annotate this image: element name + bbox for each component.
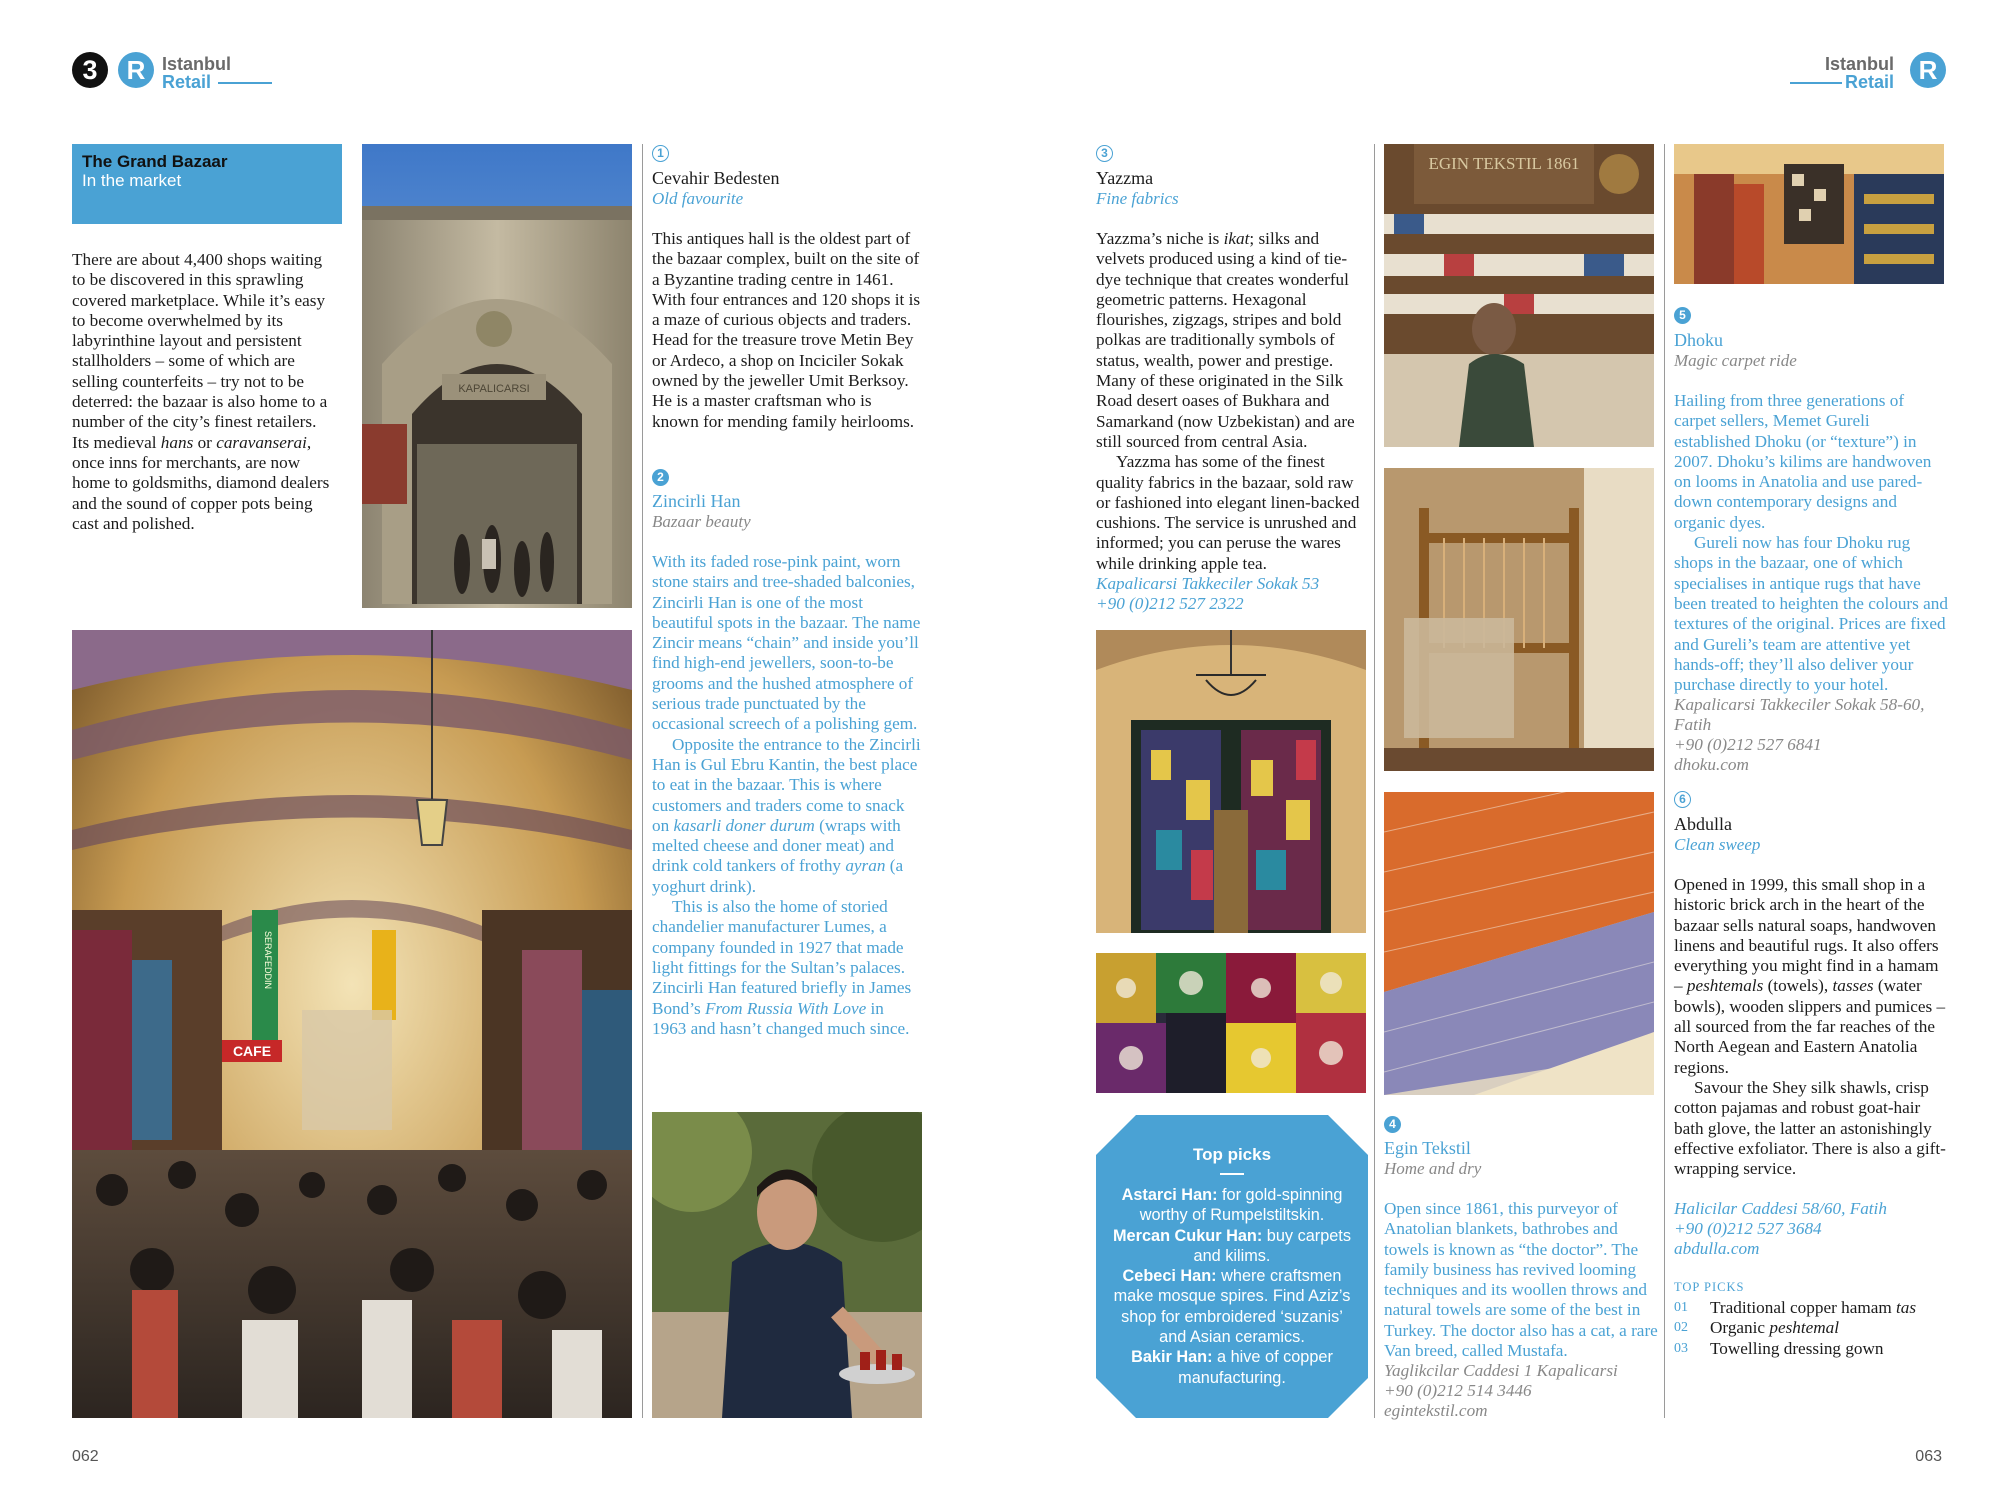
top-pick-item	[1106, 1347, 1358, 1388]
shop-description	[652, 229, 922, 432]
gate-sign-text: KAPALICARSI	[458, 383, 530, 395]
chapter-number-badge: 3	[72, 52, 108, 88]
top-pick-text: a hive of copper manufacturing.	[1178, 1348, 1333, 1387]
shop-phone: +90 (0)212 527 2322	[1096, 594, 1244, 613]
top-picks-list	[1106, 1185, 1358, 1388]
shop-phone: +90 (0)212 514 3446	[1384, 1381, 1532, 1400]
shop-subtitle: Clean sweep	[1674, 835, 1761, 854]
intro-text: There are about 4,400 shops waiting to be discovered in this sprawling covered marketplace. While it’s easy to become overwhelmed by its labyrinthine layout and persistent stallholders – some of which are selling counterfeits – try not to be deterred: the bazaar is also home to a number of the city’s finest retailers. Its medieval hans or caravanserai, once inns for merchants, are now home to goldsmiths, diamond dealers and the sound of copper pots being cast and polished.	[72, 250, 330, 533]
top-pick-text: where craftsmen make mosque spires. Find Aziz’s shop for embroidered ‘suzanis’ and Asian ceramics.	[1113, 1267, 1351, 1347]
shop-name-egin-tekstil: Egin Tekstil	[1384, 1138, 1471, 1158]
top-pick-row	[1674, 1318, 1948, 1338]
shop-subtitle: Magic carpet ride	[1674, 351, 1797, 370]
bazaar-gate-photo	[362, 144, 632, 608]
shop-description	[1674, 391, 1948, 695]
shop-subtitle: Old favourite	[652, 189, 744, 208]
shop-phone: +90 (0)212 527 3684	[1674, 1219, 1822, 1238]
shop-website-link[interactable]: abdulla.com	[1674, 1239, 1760, 1258]
header-city: Istanbul	[162, 54, 232, 74]
retail-section-icon: R	[118, 52, 154, 88]
shop-name-zincirli-han: Zincirli Han	[652, 491, 741, 511]
svg-text:SERAFEDDIN: SERAFEDDIN	[263, 930, 273, 990]
shop-address: Halicilar Caddesi 58/60, Fatih	[1674, 1199, 1887, 1218]
page-number-left: 062	[72, 1448, 99, 1465]
shop-description	[652, 552, 922, 1039]
shop-description	[1096, 229, 1368, 574]
shop-number-6: 6	[1674, 791, 1691, 808]
top-pick-text: Traditional copper hamam tas	[1710, 1298, 1917, 1317]
retail-section-icon-right: R	[1910, 52, 1946, 88]
shop-subtitle: Fine fabrics	[1096, 189, 1179, 208]
paragraph: Gureli now has four Dhoku rug shops in the bazaar, one of which specialises in antique rugs that have been treated to heighten the colours and textures of the original. Prices are fixed and Gureli’s team are attentive yet hands-off; they’ll also deliver your purchase directly to your hotel.	[1674, 533, 1948, 695]
top-pick-name: Cebeci Han:	[1122, 1267, 1217, 1286]
paragraph: Opposite the entrance to the Zincirli Han is Gul Ebru Kantin, the best place to eat in the bazaar. This is where customers and traders come to snack on kasarli doner durum (wraps with melted cheese and doner meat) and drink cold tankers of frothy ayran (a yoghurt drink).	[652, 734, 921, 896]
top-pick-text: buy carpets and kilims.	[1193, 1226, 1351, 1265]
shop-name-yazzma: Yazzma	[1096, 168, 1154, 188]
egin-tekstil-shop-photo	[1384, 144, 1654, 447]
shop-address: Yaglikcilar Caddesi 1 Kapalicarsi	[1384, 1361, 1618, 1380]
egin-sign-text: EGIN TEKSTIL 1861	[1428, 154, 1580, 173]
shop-description	[1674, 875, 1948, 1179]
header-rule-right	[1790, 82, 1842, 84]
top-pick-row	[1674, 1339, 1948, 1359]
top-pick-text: for gold-spinning worthy of Rumpelstiltskin.	[1139, 1186, 1343, 1225]
top-pick-item	[1106, 1185, 1358, 1226]
loom-photo	[1384, 468, 1654, 771]
column-divider	[642, 144, 643, 1418]
shop-number-2: 2	[652, 469, 669, 486]
paragraph: This is also the home of storied chandelier manufacturer Lumes, a company founded in 1927 that made light fittings for the Sultan’s palaces. Zincirli Han featured briefly in James Bond’s From Russia With Love in 1963 and hasn’t changed much since.	[652, 897, 912, 1038]
paragraph: Savour the Shey silk shawls, crisp cotton pajamas and robust goat-hair bath glove, the latter an astonishingly effective exfoliator. There is also a gift-wrapping service.	[1674, 1077, 1946, 1179]
shop-top-picks-list	[1674, 1298, 1948, 1359]
shop-number-1: 1	[652, 145, 669, 162]
top-pick-number: 01	[1674, 1300, 1688, 1315]
shop-website-link[interactable]: egintekstil.com	[1384, 1401, 1488, 1420]
ikat-fabrics-photo	[1096, 953, 1366, 1093]
page-number-right: 063	[1915, 1448, 1942, 1465]
top-pick-row	[1674, 1298, 1948, 1318]
shop-phone: +90 (0)212 527 6841	[1674, 735, 1822, 754]
top-pick-name: Bakir Han:	[1131, 1348, 1213, 1367]
header-rule	[218, 82, 272, 84]
top-pick-text: Towelling dressing gown	[1710, 1338, 1884, 1358]
top-picks-title: Top picks	[1192, 1145, 1272, 1164]
top-pick-name: Astarci Han:	[1121, 1186, 1218, 1204]
shop-address: Kapalicarsi Takkeciler Sokak 53	[1096, 574, 1320, 593]
paragraph: Yazzma’s niche is ikat; silks and velvets produced using a kind of tie-dye technique that creates wonderful geometric patterns. Hexagonal flourishes, zigzags, stripes and bold polkas are traditionally symbols of status, wealth, power and prestige. Many of these originated in the Silk Road desert oases of Bukhara and Samarkand (now Uzbekistan) and are still sourced from central Asia.	[1096, 229, 1355, 451]
paragraph: Yazzma has some of the finest quality fabrics in the bazaar, sold raw or fashioned into elegant linen-backed cushions. The service is unrushed and informed; you can peruse the wares while drinking apple tea.	[1096, 452, 1360, 573]
paragraph: This antiques hall is the oldest part of the bazaar complex, built on the site of a Byzantine trading centre in 1461. With four entrances and 120 shops it is a maze of curious objects and traders. Head for the treasure trove Metin Bey or Ardeco, a shop on Inciciler Sokak owned by the jeweller Umit Berksoy. He is a master craftsman who is known for mending family heirlooms.	[652, 229, 921, 431]
dhoku-carpets-photo	[1674, 144, 1944, 284]
header-section: Retail	[162, 72, 212, 92]
column-divider	[1374, 144, 1375, 1418]
shop-website-link[interactable]: dhoku.com	[1674, 755, 1749, 774]
paragraph: Hailing from three generations of carpet sellers, Memet Gureli established Dhoku (or “texture”) in 2007. Dhoku’s kilims are handwoven on looms in Anatolia and use pared-down contemporary designs and organic dyes.	[1674, 391, 1932, 532]
intro-title-box	[72, 144, 342, 224]
shop-name-abdulla: Abdulla	[1674, 814, 1732, 834]
header-section-right: Retail	[1844, 72, 1894, 92]
shop-subtitle: Bazaar beauty	[652, 512, 751, 531]
shop-number-3: 3	[1096, 145, 1113, 162]
bazaar-interior-photo	[72, 630, 632, 1418]
top-pick-number: 02	[1674, 1320, 1688, 1336]
top-pick-number: 03	[1674, 1340, 1688, 1356]
woven-textiles-photo	[1384, 792, 1654, 1095]
column-divider	[1664, 144, 1665, 1418]
intro-subtitle: In the market	[82, 171, 182, 190]
header-city-right: Istanbul	[1824, 54, 1894, 74]
top-pick-text: Organic peshtemal	[1710, 1318, 1840, 1338]
shop-name-dhoku: Dhoku	[1674, 330, 1723, 350]
shop-number-5: 5	[1674, 307, 1691, 324]
shop-number-4: 4	[1384, 1116, 1401, 1133]
yazzma-shopfront-photo	[1096, 630, 1366, 933]
shop-top-picks-label: TOP PICKS	[1674, 1280, 1745, 1294]
top-pick-name: Mercan Cukur Han:	[1113, 1226, 1263, 1245]
intro-title: The Grand Bazaar	[82, 152, 228, 171]
top-pick-item	[1106, 1226, 1358, 1267]
shop-subtitle: Home and dry	[1384, 1159, 1482, 1178]
cafe-sign-text: CAFE	[232, 1043, 272, 1059]
top-picks-rule	[1220, 1173, 1244, 1175]
top-pick-item	[1106, 1266, 1358, 1347]
paragraph: Opened in 1999, this small shop in a historic brick arch in the heart of the bazaar sells natural soaps, handwoven linens and beautiful rugs. It also offers everything you might find in a hamam – peshtemals (towels), tasses (water bowls), wooden slippers and pumices – all sourced from the far reaches of the North Aegean and Eastern Anatolia regions.	[1674, 875, 1946, 1077]
top-picks-box	[1096, 1115, 1368, 1418]
shop-description	[1384, 1199, 1658, 1361]
paragraph: Open since 1861, this purveyor of Anatolian blankets, bathrobes and towels is known as “the doctor”. The family business has revived looming techniques and its woollen throws and natural towels are some of the best in Turkey. The doctor also has a cat, a rare Van breed, called Mustafa.	[1384, 1199, 1658, 1361]
tea-seller-photo	[652, 1112, 922, 1418]
paragraph: With its faded rose-pink paint, worn stone stairs and tree-shaded balconies, Zincirli Han is one of the most beautiful spots in the bazaar. The name Zincir means “chain” and inside you’ll find high-end jewellers, soon-to-be grooms and the hushed atmosphere of serious trade punctuated by the occasional screech of a polishing gem.	[652, 552, 921, 734]
shop-name-cevahir-bedesten: Cevahir Bedesten	[652, 168, 780, 188]
shop-address: Kapalicarsi Takkeciler Sokak 58-60, Fatih	[1674, 695, 1925, 735]
